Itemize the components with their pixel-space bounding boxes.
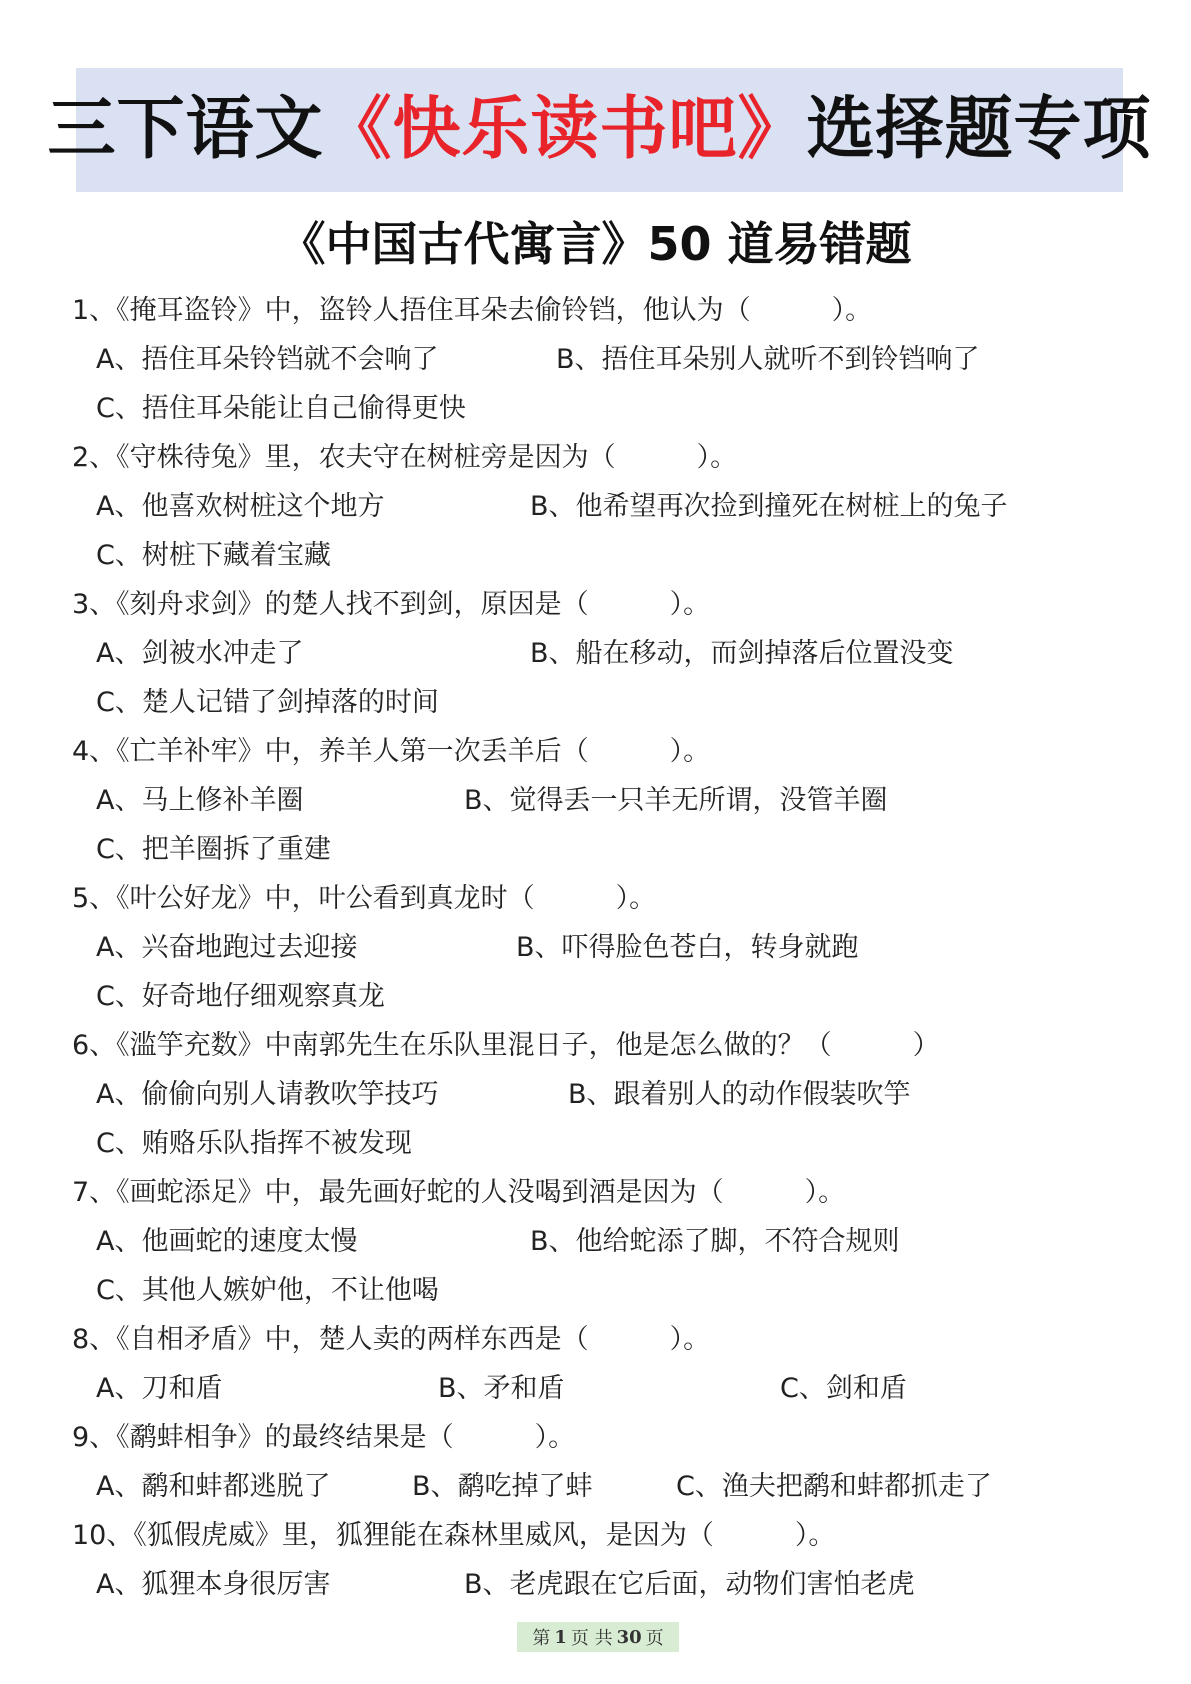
question-4-option-a: A、马上修补羊圈 xyxy=(96,785,304,816)
question-5: 5、《叶公好龙》中，叶公看到真龙时（ ）。 xyxy=(72,883,657,914)
question-4-options-row2 xyxy=(72,825,1152,874)
question-5-options xyxy=(72,923,1152,972)
page-subtitle: 《中国古代寓言》50 道易错题 xyxy=(279,217,912,271)
question-1-option-b: B、捂住耳朵别人就听不到铃铛响了 xyxy=(556,344,980,375)
question-6: 6、《滥竽充数》中南郭先生在乐队里混日子，他是怎么做的？（ ） xyxy=(72,1030,940,1061)
question-3-options-row2 xyxy=(72,678,1152,727)
question-9-option-b: B、鹬吃掉了蚌 xyxy=(412,1471,593,1502)
question-3-option-b: B、船在移动，而剑掉落后位置没变 xyxy=(530,638,954,669)
question-10-option-b: B、老虎跟在它后面，动物们害怕老虎 xyxy=(464,1569,915,1600)
question-5-option-a: A、兴奋地跑过去迎接 xyxy=(96,932,358,963)
question-2: 2、《守株待兔》里，农夫守在树桩旁是因为（ ）。 xyxy=(72,442,738,473)
question-1-option-c: C、捂住耳朵能让自己偷得更快 xyxy=(96,393,466,424)
question-10: 10、《狐假虎威》里，狐狸能在森林里威风，是因为（ ）。 xyxy=(72,1520,836,1551)
question-5-option-b: B、吓得脸色苍白，转身就跑 xyxy=(516,932,859,963)
question-4: 4、《亡羊补牢》中，养羊人第一次丢羊后（ ）。 xyxy=(72,736,711,767)
title-part-2: 《快乐读书吧》 xyxy=(323,90,807,169)
question-10-option-a: A、狐狸本身很厉害 xyxy=(96,1569,331,1600)
question-8: 8、《自相矛盾》中，楚人卖的两样东西是（ ）。 xyxy=(72,1324,711,1355)
current-page: 1 xyxy=(554,1626,567,1648)
title-part-3: 选择题专项 xyxy=(806,90,1152,169)
question-7-option-b: B、他给蛇添了脚，不符合规则 xyxy=(530,1226,900,1257)
question-9-option-c: C、渔夫把鹬和蚌都抓走了 xyxy=(676,1471,992,1502)
question-4-option-b: B、觉得丢一只羊无所谓，没管羊圈 xyxy=(464,785,888,816)
question-3-options xyxy=(72,629,1152,678)
question-4-option-c: C、把羊圈拆了重建 xyxy=(96,834,331,865)
page-number-footer xyxy=(517,1622,679,1652)
question-8-options xyxy=(72,1364,1152,1413)
footer-suffix: 页 xyxy=(645,1628,664,1649)
footer-prefix: 第 xyxy=(532,1628,551,1649)
question-list xyxy=(72,286,1152,1609)
question-8-option-b: B、矛和盾 xyxy=(438,1373,565,1404)
question-5-options-row2 xyxy=(72,972,1152,1021)
question-2-option-a: A、他喜欢树桩这个地方 xyxy=(96,491,385,522)
question-5-option-c: C、好奇地仔细观察真龙 xyxy=(96,981,385,1012)
question-2-option-c: C、树桩下藏着宝藏 xyxy=(96,540,331,571)
question-9-option-a: A、鹬和蚌都逃脱了 xyxy=(96,1471,331,1502)
question-2-option-b: B、他希望再次捡到撞死在树桩上的兔子 xyxy=(530,491,1008,522)
question-9-options xyxy=(72,1462,1152,1511)
question-7: 7、《画蛇添足》中，最先画好蛇的人没喝到酒是因为（ ）。 xyxy=(72,1177,846,1208)
question-4-options xyxy=(72,776,1152,825)
question-6-option-c: C、贿赂乐队指挥不被发现 xyxy=(96,1128,412,1159)
question-3-option-c: C、楚人记错了剑掉落的时间 xyxy=(96,687,439,718)
title-banner xyxy=(47,68,1152,192)
question-6-option-b: B、跟着别人的动作假装吹竽 xyxy=(568,1079,911,1110)
question-8-option-a: A、刀和盾 xyxy=(96,1373,223,1404)
question-10-options xyxy=(72,1560,1152,1609)
question-9: 9、《鹬蚌相争》的最终结果是（ ）。 xyxy=(72,1422,576,1453)
question-3: 3、《刻舟求剑》的楚人找不到剑，原因是（ ）。 xyxy=(72,589,711,620)
question-8-option-c: C、剑和盾 xyxy=(780,1373,907,1404)
question-7-option-a: A、他画蛇的速度太慢 xyxy=(96,1226,358,1257)
question-6-options xyxy=(72,1070,1152,1119)
question-6-option-a: A、偷偷向别人请教吹竽技巧 xyxy=(96,1079,439,1110)
question-1-options-row2 xyxy=(72,384,1152,433)
question-1-options xyxy=(72,335,1152,384)
footer-middle: 页 共 xyxy=(570,1628,613,1649)
total-pages: 30 xyxy=(616,1626,642,1648)
question-2-options xyxy=(72,482,1152,531)
question-1: 1、《掩耳盗铃》中，盗铃人捂住耳朵去偷铃铛，他认为（ ）。 xyxy=(72,295,873,326)
question-7-options-row2 xyxy=(72,1266,1152,1315)
question-7-option-c: C、其他人嫉妒他，不让他喝 xyxy=(96,1275,439,1306)
question-1-option-a: A、捂住耳朵铃铛就不会响了 xyxy=(96,344,439,375)
question-2-options-row2 xyxy=(72,531,1152,580)
title-part-1: 三下语文 xyxy=(47,90,324,169)
question-7-options xyxy=(72,1217,1152,1266)
question-6-options-row2 xyxy=(72,1119,1152,1168)
question-3-option-a: A、剑被水冲走了 xyxy=(96,638,304,669)
